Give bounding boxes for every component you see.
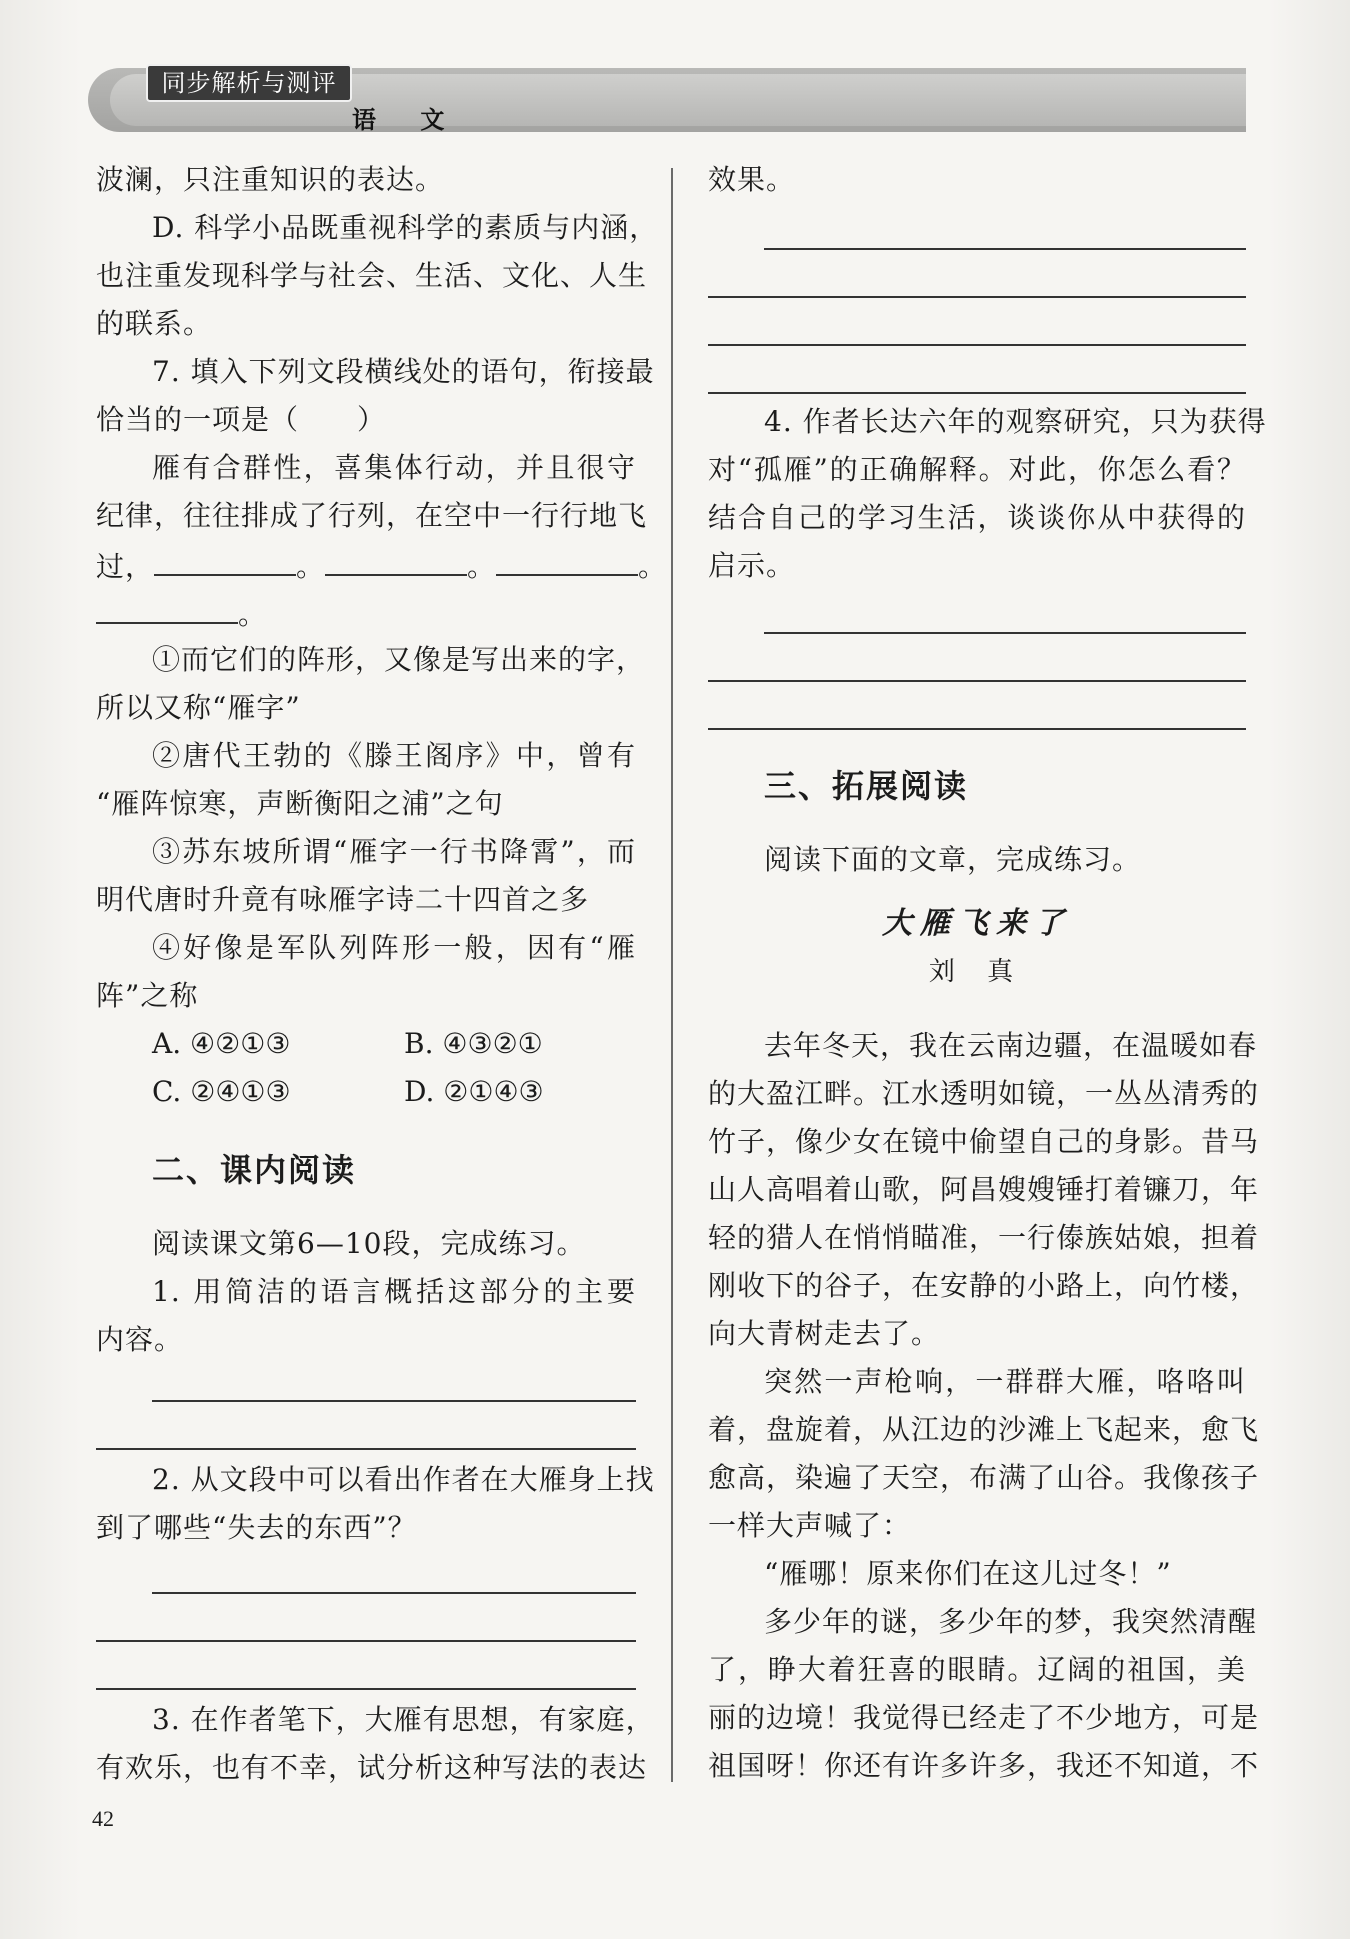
question-2-cont: 到了哪些“失去的东西”？: [96, 1511, 417, 1544]
question-3-cont: 有欢乐，也有不幸，试分析这种写法的表达: [96, 1751, 648, 1784]
sentence-option-4-cont: 阵”之称: [96, 979, 199, 1012]
article-line: 向大青树走去了。: [708, 1317, 941, 1350]
article-line: 轻的猎人在悄悄瞄准，一行傣族姑娘，担着: [708, 1221, 1260, 1254]
article-line: 了，睁大着狂喜的眼睛。辽阔的祖国，美: [708, 1653, 1246, 1686]
sentence-option-4: ④好像是军队列阵形一般，因有“雁: [152, 931, 636, 964]
passage-line: 雁有合群性，喜集体行动，并且很守: [152, 451, 636, 484]
answer-blank[interactable]: [325, 544, 467, 576]
question-7: 7. 填入下列文段横线处的语句，衔接最: [152, 355, 655, 388]
question-1: 1. 用简洁的语言概括这部分的主要: [152, 1275, 636, 1308]
question-4-cont: 启示。: [708, 549, 796, 582]
article-line: 去年冬天，我在云南边疆，在温暖如春: [764, 1029, 1258, 1062]
article-title: 大雁飞来了: [882, 906, 1072, 941]
answer-line[interactable]: [764, 632, 1246, 634]
article-line: 突然一声枪响，一群群大雁，咯咯叫: [764, 1365, 1246, 1398]
subject-label: 语 文: [352, 106, 463, 134]
answer-line[interactable]: [708, 296, 1246, 298]
section-2-intro: 阅读课文第6—10段，完成练习。: [152, 1227, 586, 1260]
passage-line: 纪律，往往排成了行列，在空中一行行地飞: [96, 499, 648, 532]
section-3-intro: 阅读下面的文章，完成练习。: [764, 843, 1142, 876]
choice-d[interactable]: D. ②①④③: [404, 1075, 544, 1108]
sentence-option-2: ②唐代王勃的《滕王阁序》中，曾有: [152, 739, 636, 772]
book-title: 同步解析与测评: [146, 64, 352, 102]
article-line: 山人高唱着山歌，阿昌嫂嫂锤打着镰刀，年: [708, 1173, 1260, 1206]
article-line: 一样大声喊了：: [708, 1509, 912, 1542]
article-line: 竹子，像少女在镜中偷望自己的身影。昔马: [708, 1125, 1260, 1158]
question-4-cont: 对“孤雁”的正确解释。对此，你怎么看？: [708, 453, 1246, 486]
period: 。: [638, 550, 668, 583]
article-line: 祖国呀！你还有许多许多，我还不知道，不: [708, 1749, 1260, 1782]
section-3-heading: 三、拓展阅读: [764, 767, 969, 805]
answer-line[interactable]: [96, 1448, 636, 1450]
question-4: 4. 作者长达六年的观察研究，只为获得: [764, 405, 1267, 438]
choice-c[interactable]: C. ②④①③: [152, 1075, 291, 1108]
answer-blank[interactable]: [96, 592, 238, 624]
question-4-cont: 结合自己的学习生活，谈谈你从中获得的: [708, 501, 1246, 534]
article-line: 丽的边境！我觉得已经走了不少地方，可是: [708, 1701, 1260, 1734]
answer-line[interactable]: [708, 680, 1246, 682]
choice-b[interactable]: B. ④③②①: [404, 1027, 543, 1060]
article-line: 刚收下的谷子，在安静的小路上，向竹楼，: [708, 1269, 1260, 1302]
sentence-option-3-cont: 明代唐时升竟有咏雁字诗二十四首之多: [96, 883, 590, 916]
answer-line[interactable]: [152, 1400, 636, 1402]
column-divider: [671, 168, 673, 1782]
answer-line[interactable]: [96, 1688, 636, 1690]
article-line: 着，盘旋着，从江边的沙滩上飞起来，愈飞: [708, 1413, 1260, 1446]
sentence-option-3: ③苏东坡所谓“雁字一行书降霄”，而: [152, 835, 636, 868]
sentence-option-2-cont: “雁阵惊寒，声断衡阳之浦”之句: [96, 787, 504, 820]
article-line: 的大盈江畔。江水透明如镜，一丛丛清秀的: [708, 1077, 1260, 1110]
answer-line[interactable]: [764, 248, 1246, 250]
question-7-stem: 恰当的一项是（ ）: [96, 403, 387, 436]
answer-line[interactable]: [96, 1640, 636, 1642]
option-d: D. 科学小品既重视科学的素质与内涵，: [152, 211, 659, 244]
question-1-cont: 内容。: [96, 1323, 184, 1356]
answer-line[interactable]: [708, 392, 1246, 394]
text-line: 也注重发现科学与社会、生活、文化、人生: [96, 259, 648, 292]
answer-blank[interactable]: [154, 544, 296, 576]
answer-line[interactable]: [708, 728, 1246, 730]
question-3-end: 效果。: [708, 163, 796, 196]
text-line: 波澜，只注重知识的表达。: [96, 163, 445, 196]
article-quote: “雁哪！原来你们在这儿过冬！”: [764, 1557, 1172, 1590]
question-3: 3. 在作者笔下，大雁有思想，有家庭，: [152, 1703, 655, 1736]
answer-line[interactable]: [152, 1592, 636, 1594]
question-2: 2. 从文段中可以看出作者在大雁身上找: [152, 1463, 655, 1496]
sentence-option-1-cont: 所以又称“雁字”: [96, 691, 301, 724]
fill-blank-line: [96, 544, 668, 587]
choice-a[interactable]: A. ④②①③: [152, 1027, 291, 1060]
period: 。: [467, 550, 497, 583]
page-number: 42: [92, 1806, 114, 1831]
period: 。: [296, 550, 326, 583]
answer-line[interactable]: [708, 344, 1246, 346]
text-line: 的联系。: [96, 307, 213, 340]
period: 。: [238, 598, 268, 631]
answer-blank[interactable]: [496, 544, 638, 576]
article-line: 多少年的谜，多少年的梦，我突然清醒: [764, 1605, 1258, 1638]
article-author: 刘 真: [928, 957, 1026, 987]
passage-word: 过，: [96, 550, 155, 583]
article-line: 愈高，染遍了天空，布满了山谷。我像孩子: [708, 1461, 1260, 1494]
fill-blank-line: [96, 592, 636, 635]
section-2-heading: 二、课内阅读: [152, 1151, 357, 1189]
sentence-option-1: ①而它们的阵形，又像是写出来的字，: [152, 643, 646, 676]
